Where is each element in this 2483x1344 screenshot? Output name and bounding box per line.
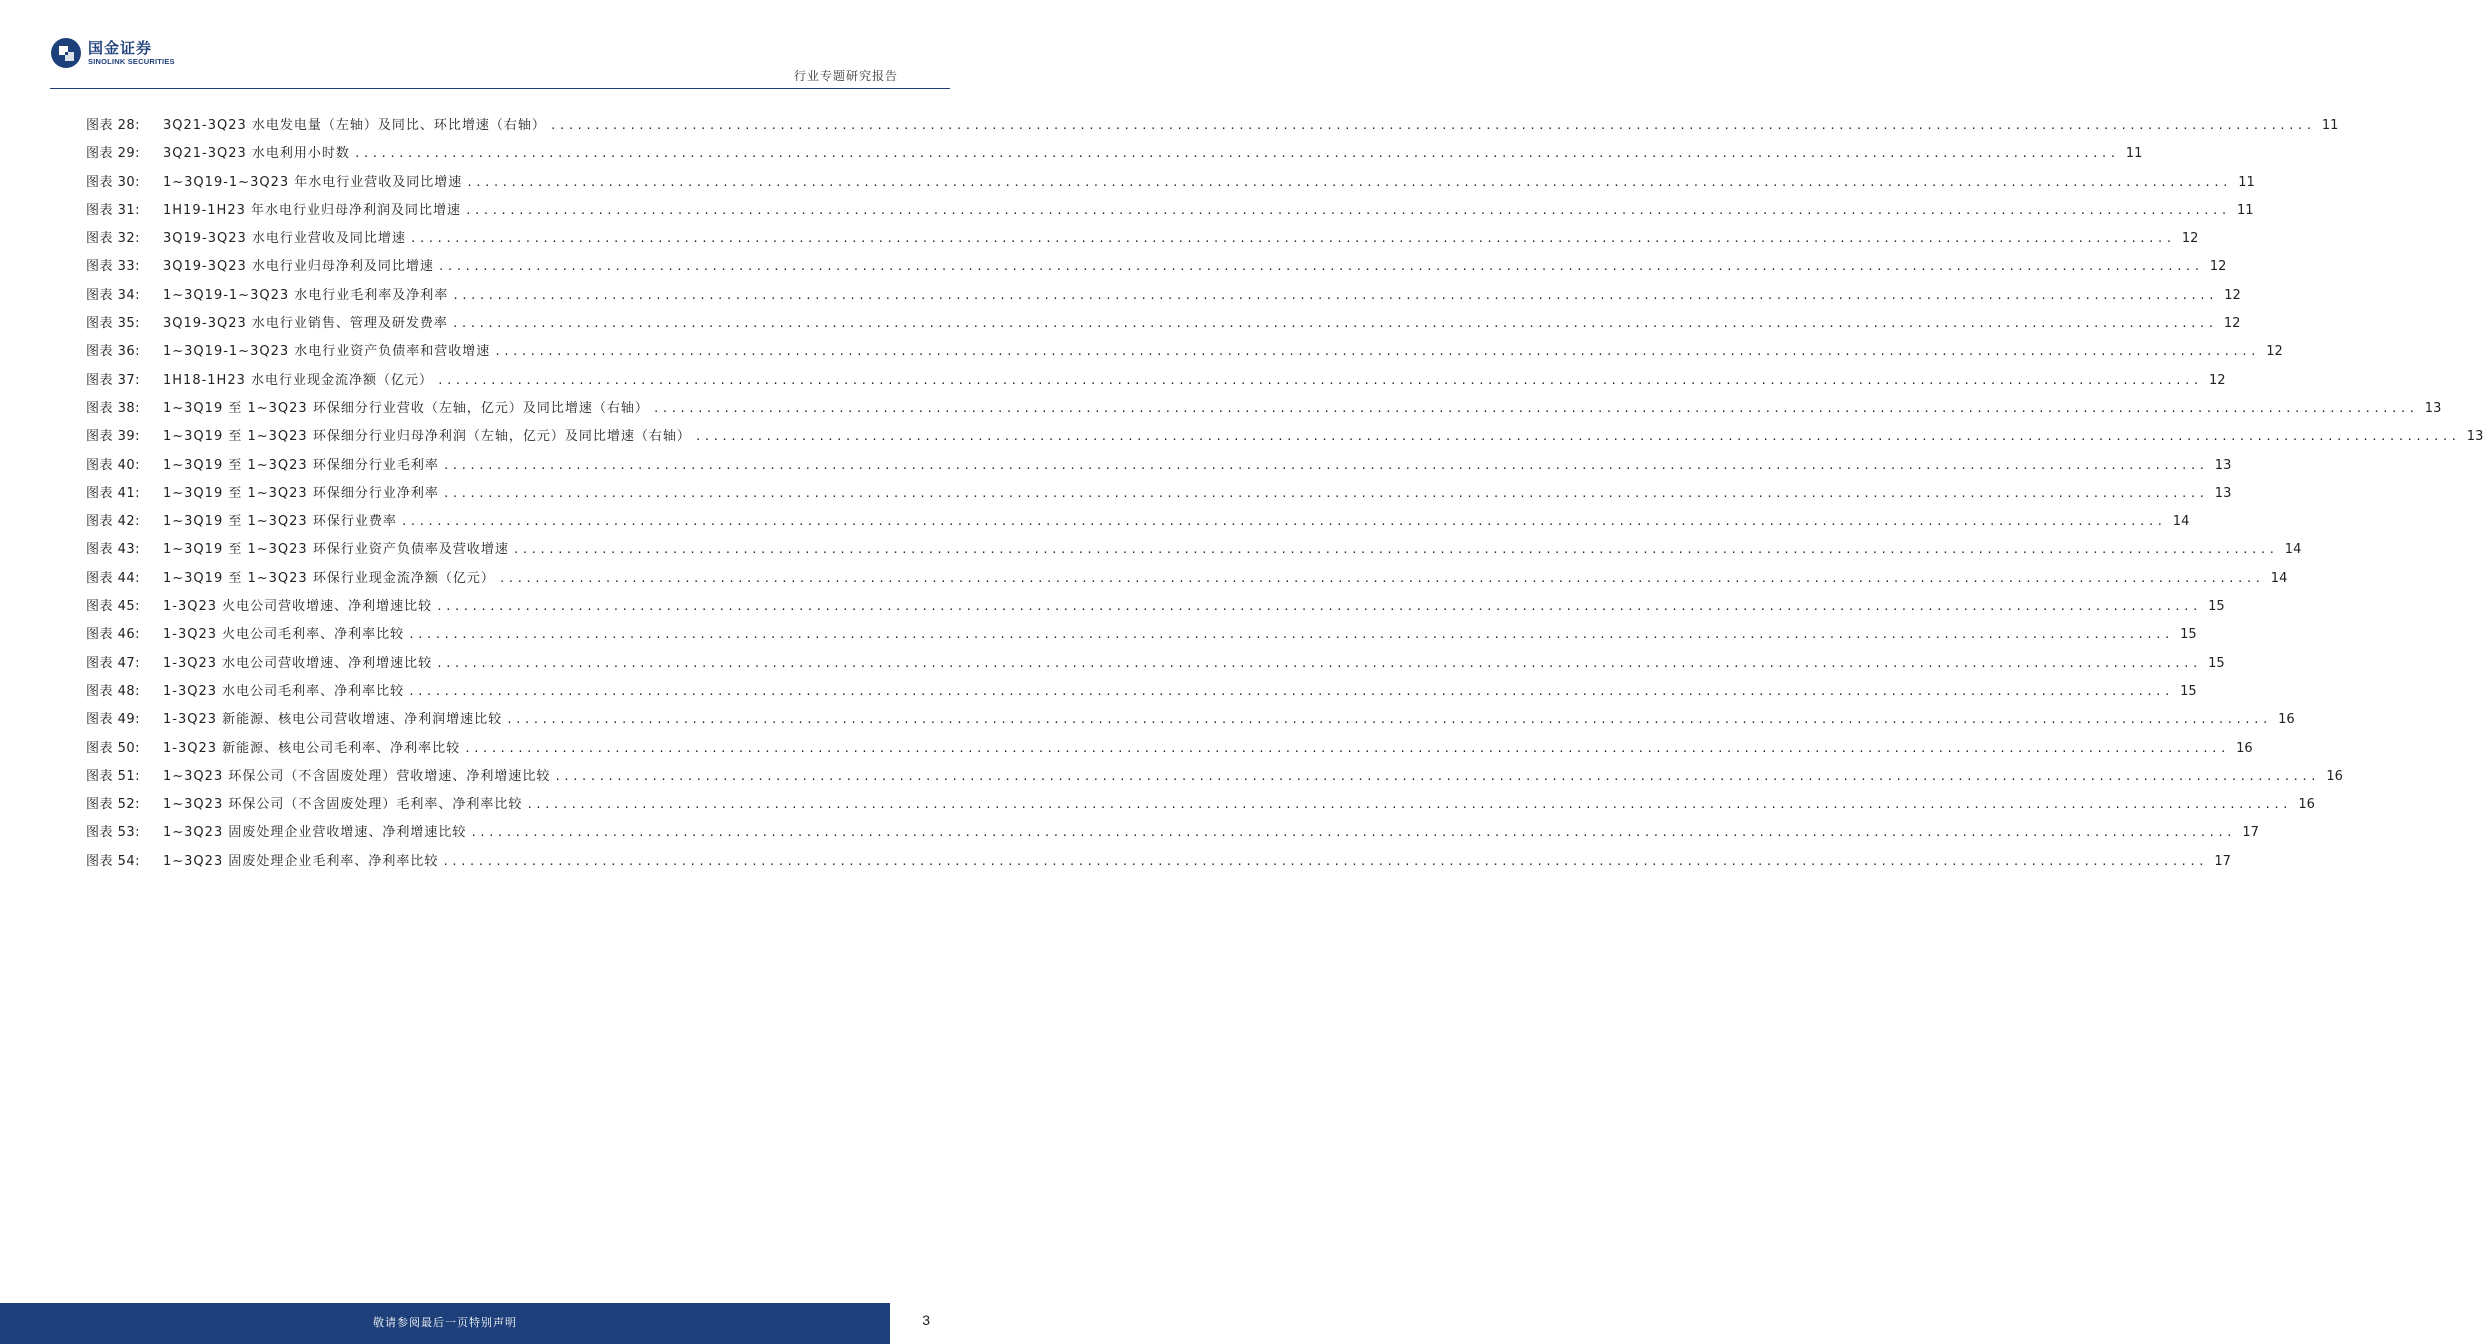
toc-entry[interactable] bbox=[86, 852, 2231, 880]
toc-entry-page: 12 bbox=[2181, 231, 2199, 247]
logo-english-name: SINOLINK SECURITIES bbox=[88, 57, 175, 66]
company-logo bbox=[50, 37, 190, 71]
toc-entry-page: 13 bbox=[2424, 400, 2442, 416]
toc-entry-page: 14 bbox=[2172, 514, 2190, 530]
toc-leader-dots: ........................................................................................................................................................................................................ bbox=[436, 600, 2201, 614]
toc-leader-dots: ........................................................................................................................................................................................................ bbox=[437, 260, 2203, 274]
toc-entry[interactable] bbox=[86, 597, 2225, 625]
toc-entry-title: 1~3Q19 至 1~3Q23 环保行业现金流净额（亿元） bbox=[163, 570, 495, 586]
toc-entry-page: 15 bbox=[2180, 627, 2197, 643]
toc-leader-dots: ........................................................................................................................................................................................................ bbox=[451, 317, 2217, 331]
toc-entry-page: 15 bbox=[2208, 599, 2225, 615]
footer-disclaimer: 敬请参阅最后一页特别声明 bbox=[373, 1316, 517, 1329]
toc-entry-label: 图表 35: bbox=[86, 316, 141, 332]
toc-entry-page: 15 bbox=[2208, 655, 2225, 671]
report-type-label: 行业专题研究报告 bbox=[793, 69, 898, 83]
logo-chinese-name: 国金证券 bbox=[88, 39, 153, 57]
toc-entry-label: 图表 53: bbox=[86, 825, 141, 841]
toc-leader-dots: ........................................................................................................................................................................................................ bbox=[408, 628, 2173, 642]
toc-entry[interactable] bbox=[86, 710, 2295, 738]
toc-entry-title: 1~3Q23 环保公司（不含固废处理）毛利率、净利率比较 bbox=[163, 797, 523, 813]
toc-entry[interactable] bbox=[86, 540, 2302, 568]
toc-entry-page: 17 bbox=[2214, 853, 2231, 869]
toc-entry-title: 1-3Q23 水电公司毛利率、净利率比较 bbox=[163, 683, 405, 699]
toc-entry[interactable] bbox=[86, 399, 2442, 427]
toc-entry-title: 1-3Q23 新能源、核电公司毛利率、净利率比较 bbox=[163, 740, 461, 756]
toc-entry-label: 图表 33: bbox=[86, 259, 141, 275]
page-header bbox=[0, 0, 950, 90]
toc-entry-page: 13 bbox=[2466, 429, 2483, 445]
toc-entry-title: 1~3Q19-1~3Q23 年水电行业营收及同比增速 bbox=[163, 174, 463, 190]
toc-entry[interactable] bbox=[86, 257, 2227, 285]
toc-entry-title: 3Q19-3Q23 水电行业营收及同比增速 bbox=[163, 231, 406, 247]
toc-entry-title: 1~3Q19 至 1~3Q23 环保行业费率 bbox=[163, 514, 397, 530]
toc-leader-dots: ........................................................................................................................................................................................................ bbox=[442, 458, 2208, 472]
page-number: 3 bbox=[922, 1312, 930, 1328]
toc-entry-label: 图表 43: bbox=[86, 542, 141, 558]
toc-entry-label: 图表 51: bbox=[86, 768, 141, 784]
toc-entry[interactable] bbox=[86, 144, 2143, 172]
toc-leader-dots: ........................................................................................................................................................................................................ bbox=[554, 769, 2319, 783]
toc-leader-dots: ........................................................................................................................................................................................................ bbox=[442, 486, 2208, 500]
toc-entry[interactable] bbox=[86, 625, 2197, 653]
toc-entry-title: 1~3Q23 固废处理企业毛利率、净利率比较 bbox=[163, 853, 439, 869]
toc-entry[interactable] bbox=[86, 371, 2226, 399]
toc-entry-label: 图表 28: bbox=[86, 118, 141, 133]
toc-entry-label: 图表 37: bbox=[86, 372, 141, 388]
toc-entry-title: 3Q19-3Q23 水电行业归母净利及同比增速 bbox=[163, 259, 434, 275]
toc-entry[interactable] bbox=[86, 823, 2259, 851]
toc-entry-label: 图表 47: bbox=[86, 655, 141, 671]
toc-entry[interactable] bbox=[86, 484, 2232, 512]
toc-entry[interactable] bbox=[86, 173, 2255, 201]
toc-entry-label: 图表 50: bbox=[86, 740, 141, 756]
toc-entry-title: 3Q19-3Q23 水电行业销售、管理及研发费率 bbox=[163, 316, 448, 332]
toc-entry-label: 图表 46: bbox=[86, 627, 141, 643]
toc-entry[interactable] bbox=[86, 512, 2190, 540]
toc-entry-page: 14 bbox=[2284, 542, 2302, 558]
toc-entry-page: 16 bbox=[2298, 797, 2315, 813]
toc-entry[interactable] bbox=[86, 201, 2254, 229]
toc-entry[interactable] bbox=[86, 427, 2483, 455]
toc-entry[interactable] bbox=[86, 682, 2197, 710]
toc-entry[interactable] bbox=[86, 116, 2339, 144]
toc-entry-label: 图表 45: bbox=[86, 599, 141, 615]
toc-entry-title: 1~3Q19-1~3Q23 水电行业毛利率及净利率 bbox=[163, 287, 449, 303]
toc-entry-page: 15 bbox=[2180, 683, 2197, 699]
toc-entry-page: 16 bbox=[2236, 740, 2253, 756]
toc-entry-title: 1-3Q23 新能源、核电公司营收增速、净利润增速比较 bbox=[163, 712, 503, 728]
header-divider bbox=[50, 88, 950, 89]
toc-entry[interactable] bbox=[86, 767, 2343, 795]
toc-entry[interactable] bbox=[86, 569, 2288, 597]
toc-entry-title: 1~3Q19 至 1~3Q23 环保细分行业归母净利润（左轴，亿元）及同比增速（右轴） bbox=[163, 429, 691, 445]
toc-leader-dots: ........................................................................................................................................................................................................ bbox=[464, 741, 2229, 755]
toc-entry-title: 1-3Q23 火电公司营收增速、净利增速比较 bbox=[163, 599, 433, 615]
toc-entry-page: 11 bbox=[2238, 174, 2255, 190]
toc-entry-page: 12 bbox=[2224, 287, 2241, 303]
toc-entry-page: 12 bbox=[2208, 372, 2226, 388]
toc-entry-page: 11 bbox=[2125, 146, 2143, 162]
toc-leader-dots: ........................................................................................................................................................................................................ bbox=[353, 147, 2119, 161]
toc-entry-title: 1~3Q23 环保公司（不含固废处理）营收增速、净利增速比较 bbox=[163, 768, 551, 784]
toc-entry-title: 1~3Q19 至 1~3Q23 环保细分行业毛利率 bbox=[163, 457, 439, 473]
toc-leader-dots: ........................................................................................................................................................................................................ bbox=[400, 515, 2166, 529]
toc-leader-dots: ........................................................................................................................................................................................................ bbox=[494, 345, 2259, 359]
toc-entry-page: 12 bbox=[2266, 344, 2283, 360]
toc-entry-title: 1~3Q19 至 1~3Q23 环保行业资产负债率及营收增速 bbox=[163, 542, 509, 558]
toc-entry[interactable] bbox=[86, 342, 2283, 370]
toc-leader-dots: ........................................................................................................................................................................................................ bbox=[526, 798, 2291, 812]
toc-entry-label: 图表 48: bbox=[86, 683, 141, 699]
toc-leader-dots: ........................................................................................................................................................................................................ bbox=[694, 430, 2460, 444]
toc-leader-dots: ........................................................................................................................................................................................................ bbox=[512, 543, 2278, 557]
toc-entry-label: 图表 38: bbox=[86, 400, 141, 416]
toc-leader-dots: ........................................................................................................................................................................................................ bbox=[452, 288, 2217, 302]
toc-entry-title: 1~3Q19 至 1~3Q23 环保细分行业净利率 bbox=[163, 485, 439, 501]
toc-entry[interactable] bbox=[86, 795, 2315, 823]
toc-entry-title: 3Q21-3Q23 水电利用小时数 bbox=[163, 146, 350, 162]
toc-entry-page: 12 bbox=[2209, 259, 2227, 275]
toc-entry-title: 1-3Q23 火电公司毛利率、净利率比较 bbox=[163, 627, 405, 643]
toc-entry-label: 图表 34: bbox=[86, 287, 141, 303]
toc-entry-title: 3Q21-3Q23 水电发电量（左轴）及同比、环比增速（右轴） bbox=[163, 118, 546, 133]
toc-leader-dots: ........................................................................................................................................................................................................ bbox=[498, 571, 2264, 585]
toc-entry-label: 图表 40: bbox=[86, 457, 141, 473]
toc-entry-title: 1~3Q23 固废处理企业营收增速、净利增速比较 bbox=[163, 825, 467, 841]
toc-leader-dots: ........................................................................................................................................................................................................ bbox=[465, 203, 2230, 217]
toc-leader-dots: ........................................................................................................................................................................................................ bbox=[408, 684, 2173, 698]
toc-entry-title: 1H18-1H23 水电行业现金流净额（亿元） bbox=[163, 372, 434, 388]
toc-entry-title: 1-3Q23 水电公司营收增速、净利增速比较 bbox=[163, 655, 433, 671]
toc-entry[interactable] bbox=[86, 229, 2199, 257]
toc-entry-title: 1H19-1H23 年水电行业归母净利润及同比增速 bbox=[163, 202, 462, 218]
toc-entry-label: 图表 54: bbox=[86, 853, 141, 869]
toc-entry-page: 14 bbox=[2270, 570, 2288, 586]
toc-entry-label: 图表 52: bbox=[86, 797, 141, 813]
toc-entry[interactable] bbox=[86, 286, 2241, 314]
toc-entry-page: 17 bbox=[2242, 825, 2259, 841]
toc-entry-page: 16 bbox=[2278, 712, 2295, 728]
toc-entry-label: 图表 31: bbox=[86, 202, 141, 218]
toc-entry-label: 图表 29: bbox=[86, 146, 141, 162]
toc-entry-label: 图表 49: bbox=[86, 712, 141, 728]
toc-leader-dots: ........................................................................................................................................................................................................ bbox=[442, 854, 2207, 868]
toc-entry-page: 12 bbox=[2223, 316, 2241, 332]
toc-entry-label: 图表 36: bbox=[86, 344, 141, 360]
toc-entry[interactable] bbox=[86, 739, 2253, 767]
toc-entry[interactable] bbox=[86, 456, 2232, 484]
toc-entry-page: 13 bbox=[2214, 457, 2232, 473]
toc-entry-page: 11 bbox=[2236, 202, 2254, 218]
toc-leader-dots: ........................................................................................................................................................................................................ bbox=[436, 656, 2201, 670]
toc-entry-title: 1~3Q19 至 1~3Q23 环保细分行业营收（左轴，亿元）及同比增速（右轴） bbox=[163, 400, 649, 416]
toc-leader-dots: ........................................................................................................................................................................................................ bbox=[470, 826, 2235, 840]
toc-entry-label: 图表 44: bbox=[86, 570, 141, 586]
toc-entry-label: 图表 42: bbox=[86, 514, 141, 530]
toc-entry-title: 1~3Q19-1~3Q23 水电行业资产负债率和营收增速 bbox=[163, 344, 491, 360]
toc-entry-page: 16 bbox=[2326, 768, 2343, 784]
toc-entry[interactable] bbox=[86, 314, 2241, 342]
toc-leader-dots: ........................................................................................................................................................................................................ bbox=[409, 232, 2175, 246]
toc-leader-dots: ........................................................................................................................................................................................................ bbox=[437, 373, 2202, 387]
toc-leader-dots: ........................................................................................................................................................................................................ bbox=[506, 713, 2271, 727]
toc-entry-page: 11 bbox=[2321, 118, 2339, 133]
sinolink-logo-icon bbox=[50, 37, 82, 69]
toc-entry-label: 图表 39: bbox=[86, 429, 141, 445]
toc-entry-label: 图表 41: bbox=[86, 485, 141, 501]
toc-entry-label: 图表 30: bbox=[86, 174, 141, 190]
toc-leader-dots: ........................................................................................................................................................................................................ bbox=[652, 401, 2418, 415]
toc-entry-label: 图表 32: bbox=[86, 231, 141, 247]
figure-index-list bbox=[86, 116, 2483, 880]
toc-entry-page: 13 bbox=[2214, 485, 2232, 501]
toc-entry[interactable] bbox=[86, 654, 2225, 682]
toc-leader-dots: ........................................................................................................................................................................................................ bbox=[549, 119, 2315, 132]
toc-leader-dots: ........................................................................................................................................................................................................ bbox=[466, 175, 2231, 189]
